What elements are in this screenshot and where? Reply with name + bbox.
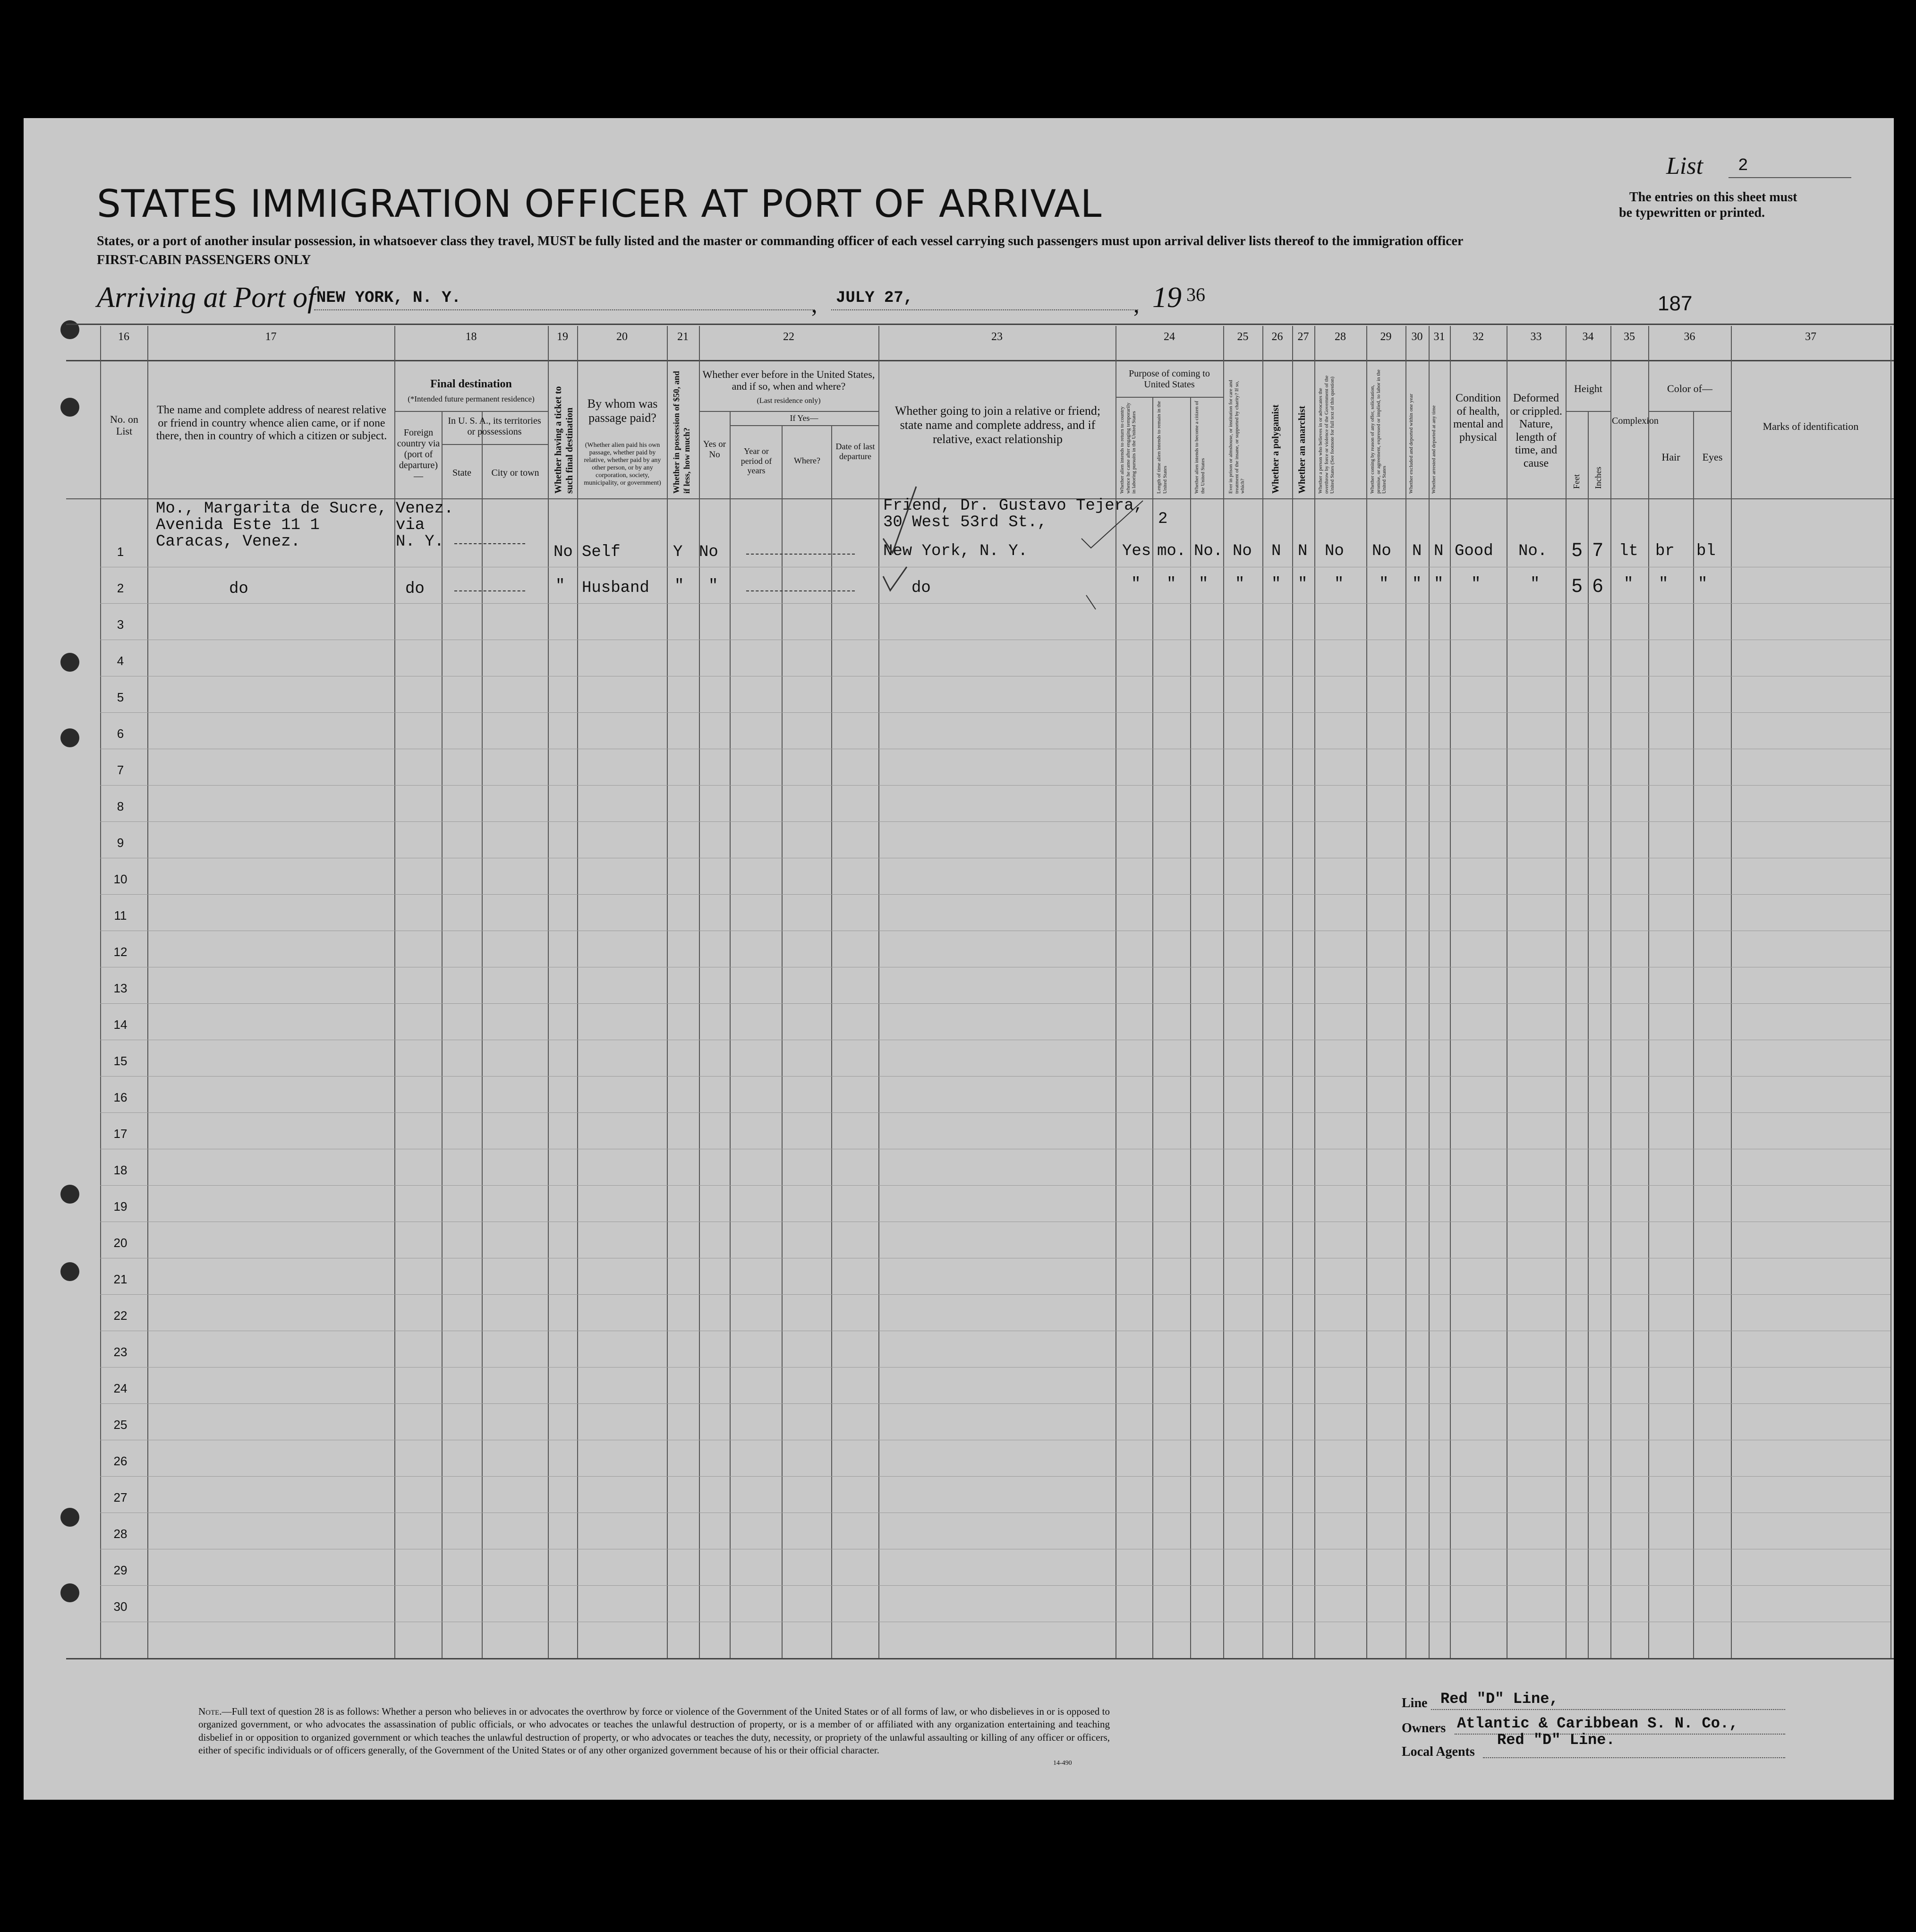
r2-inches: 6 — [1592, 575, 1603, 596]
r2-ticket: " — [555, 577, 565, 595]
punch-hole — [60, 398, 79, 417]
header-prison: Ever in prison or almshouse, or institution for care and treatment of the insane, or supported by charity? If so, which? — [1228, 380, 1246, 494]
header-yes-no: Yes or No — [703, 439, 726, 460]
r2-ditto: " — [1659, 575, 1669, 593]
row-number: 15 — [113, 1054, 128, 1068]
class-note: FIRST-CABIN PASSENGERS ONLY — [97, 253, 311, 267]
r2-ditto: " — [1698, 575, 1708, 593]
r2-ditto: " — [1471, 575, 1481, 593]
header-relative-address: The name and complete address of nearest relative or friend in country whence alien came, or if none there, then in country of which a citizen or subject. — [156, 404, 387, 443]
header-usa: In U. S. A., its territories or possessions — [448, 416, 541, 437]
header-purpose-citizen: Whether alien intends to become a citizen of the United States — [1194, 401, 1206, 494]
typewritten-note-2: be typewritten or printed. — [1619, 205, 1765, 220]
comma: , — [1133, 291, 1140, 317]
header-color: Color of— — [1667, 383, 1712, 394]
r2-ditto: " — [1530, 575, 1540, 593]
header-if-yes: If Yes— — [790, 413, 818, 423]
row-number: 10 — [113, 872, 128, 886]
r1-anarchist: N — [1298, 542, 1308, 560]
r1-prison: No — [1233, 542, 1252, 560]
row-number: 18 — [113, 1163, 128, 1177]
r1-foreign-line2: via — [396, 516, 425, 534]
header-overthrow: Whether a person who believes in or advocates the overthrow by force or violence of the Government of the United States (See footnote for full text of this question) — [1318, 375, 1336, 494]
header-feet: Feet — [1572, 474, 1581, 489]
r1-health: Good — [1455, 542, 1493, 560]
col-number: 28 — [1335, 331, 1346, 343]
r2-feet: 5 — [1572, 575, 1583, 596]
r1-inches: 7 — [1592, 539, 1603, 560]
header-purpose-return: Whether alien intends to return to country whence he came after engaging temporarily in laboring pursuits in the United States — [1119, 402, 1137, 494]
check-mark-icon — [1081, 501, 1143, 548]
r2-ditto: " — [1167, 575, 1176, 593]
col-number: 19 — [557, 331, 568, 343]
header-ever-before: Whether ever before in the United States, and if so, when and where? — [702, 368, 875, 393]
header-anarchist: Whether an anarchist — [1297, 406, 1307, 494]
row-number: 13 — [113, 981, 128, 995]
r1-ticket: No — [554, 543, 573, 561]
row-number: 29 — [113, 1563, 128, 1577]
r1-arrested: N — [1434, 542, 1444, 560]
r2-foreign: do — [405, 580, 425, 598]
row-number: 8 — [117, 799, 124, 813]
col-number: 27 — [1297, 331, 1309, 343]
r2-paid-by: Husband — [582, 579, 649, 597]
year-suffix: 36 — [1186, 284, 1205, 305]
r2-fifty: " — [674, 577, 684, 595]
row-number: 22 — [113, 1308, 128, 1323]
header-city: City or town — [491, 468, 539, 478]
r1-polygamist: N — [1271, 542, 1281, 560]
r1-complexion: lt — [1619, 542, 1638, 560]
punch-hole — [60, 320, 79, 339]
r1-join-line1: Friend, Dr. Gustavo Tejera, — [883, 497, 1143, 515]
header-polygamist: Whether a polygamist — [1270, 404, 1281, 494]
r1-paid-by: Self — [582, 543, 621, 561]
owners-value: Atlantic & Caribbean S. N. Co., — [1457, 1715, 1738, 1732]
col-number: 30 — [1411, 331, 1423, 343]
footnote — [198, 1705, 1110, 1757]
arrival-date: JULY 27, — [836, 289, 913, 307]
row-number: 17 — [113, 1127, 128, 1141]
row-number: 28 — [113, 1527, 128, 1541]
row-number: 21 — [113, 1272, 128, 1286]
col-number: 17 — [265, 331, 277, 343]
punch-hole — [60, 1508, 79, 1527]
r1-before: No — [699, 543, 718, 561]
row-number: 2 — [117, 581, 124, 595]
r1-foreign-line3: N. Y. — [396, 533, 444, 551]
r1-deformed: No. — [1518, 542, 1548, 560]
row-number: 9 — [117, 836, 124, 850]
r2-ditto: " — [1412, 575, 1422, 593]
punch-hole — [60, 1185, 79, 1204]
year-prefix: 19 — [1152, 282, 1182, 314]
r2-ditto: " — [1434, 575, 1444, 593]
agents-value: Red "D" Line. — [1497, 1731, 1615, 1749]
col-number: 37 — [1805, 331, 1816, 343]
header-subtitle: States, or a port of another insular possession, in whatsoever class they travel, MUST be fully listed and the master or commanding officer of each vessel carrying such passengers must upon arrival deliver lists thereof to the immigration officer — [97, 234, 1464, 248]
row-number: 25 — [113, 1418, 128, 1432]
punch-hole — [60, 1583, 79, 1602]
header-arrested: Whether arrested and deported at any time — [1431, 405, 1437, 494]
check-mark-icon — [883, 487, 916, 553]
port-value: NEW YORK, N. Y. — [316, 289, 461, 307]
row-number: 12 — [113, 945, 128, 959]
col-number: 34 — [1582, 331, 1594, 343]
r1-hair: br — [1655, 542, 1675, 560]
r2-ditto: " — [1334, 575, 1344, 593]
header-complexion: Complexion — [1612, 416, 1659, 426]
r2-ditto: " — [1131, 575, 1141, 593]
r1-foreign-line1: Venez. — [396, 500, 454, 518]
header-labor-offer: Whether coming by reason of any offer, solicitation, promise, or agreement, expressed or implied, to labor in the United States — [1370, 369, 1388, 494]
r1-relative-line1: Mo., Margarita de Sucre, — [156, 500, 387, 518]
row-number: 26 — [113, 1454, 128, 1468]
punch-hole — [60, 653, 79, 672]
row-number: 30 — [113, 1599, 128, 1614]
header-date-departure: Date of last departure — [835, 442, 875, 461]
r1-relative-line3: Caracas, Venez. — [156, 533, 301, 551]
row-number: 19 — [113, 1199, 128, 1214]
r1-citizen: No. — [1194, 542, 1223, 560]
header-purpose-length: Length of time alien intends to remain in the United States — [1156, 401, 1168, 494]
row-number: 4 — [117, 654, 124, 668]
r1-join-line3: New York, N. Y. — [883, 542, 1028, 560]
r1-before-dash — [746, 554, 855, 555]
row-number: 27 — [113, 1490, 128, 1505]
header-health: Condition of health, mental and physical — [1453, 392, 1503, 444]
header-list-number: No. on List — [110, 413, 138, 437]
line-label: Line — [1402, 1696, 1428, 1710]
row-number: 24 — [113, 1381, 128, 1395]
r1-overthrow: No — [1325, 542, 1344, 560]
r1-join-line2: 30 West 53rd St., — [883, 513, 1047, 531]
r1-return: Yes — [1122, 542, 1151, 560]
page-number: 187 — [1658, 292, 1693, 315]
header-hair: Hair — [1661, 451, 1680, 463]
col-number: 20 — [616, 331, 628, 343]
list-number: 2 — [1738, 156, 1748, 175]
r2-before-dash — [746, 590, 855, 591]
r1-labor: No — [1372, 542, 1391, 560]
header-final-destination-note: (*Intended future permanent residence) — [408, 394, 535, 403]
check-marks — [878, 472, 1162, 614]
r2-ditto: " — [1298, 575, 1308, 593]
col-number: 25 — [1237, 331, 1249, 343]
line-value: Red "D" Line, — [1440, 1690, 1558, 1708]
r2-ditto: " — [1624, 575, 1634, 593]
r1-usa-dash — [454, 543, 525, 544]
col-number: 24 — [1164, 331, 1175, 343]
check-mark-icon — [883, 567, 907, 590]
header-final-destination: Final destination — [430, 378, 512, 390]
col-number: 29 — [1380, 331, 1392, 343]
row-number: 11 — [114, 908, 127, 923]
list-label: List — [1666, 153, 1703, 180]
header-year-period: Year or period of years — [741, 446, 772, 476]
r2-relative: do — [229, 580, 248, 598]
r2-before: " — [708, 577, 718, 595]
typewritten-note-1: The entries on this sheet must — [1629, 190, 1797, 205]
manifest-sheet — [24, 118, 1894, 1800]
owners-label: Owners — [1402, 1721, 1446, 1735]
r1-excluded: N — [1412, 542, 1422, 560]
r2-join: do — [911, 579, 931, 597]
col-number: 35 — [1624, 331, 1635, 343]
header-ticket: Whether having a ticket to such final destination — [553, 386, 575, 494]
r1-feet: 5 — [1572, 539, 1583, 560]
header-passage-paid-note: (Whether alien paid his own passage, whether paid by relative, whether paid by any other person, or by any corporation, society, municipality, or government) — [584, 442, 661, 487]
footnote-label: Note. — [198, 1706, 222, 1717]
col-number: 16 — [118, 331, 129, 343]
header-foreign-country: Foreign country via (port of departure)— — [397, 427, 440, 481]
col-number: 32 — [1473, 331, 1484, 343]
r2-ditto: " — [1271, 575, 1281, 593]
col-number: 23 — [991, 331, 1003, 343]
row-number: 1 — [117, 545, 124, 559]
row-number: 14 — [113, 1017, 128, 1032]
header-purpose: Purpose of coming to United States — [1129, 368, 1210, 390]
col-number: 21 — [677, 331, 689, 343]
r2-ditto: " — [1379, 575, 1389, 593]
col-number: 36 — [1684, 331, 1695, 343]
comma: , — [811, 291, 817, 317]
check-mark-icon — [1086, 595, 1096, 609]
row-number: 3 — [117, 617, 124, 632]
col-number: 18 — [465, 331, 477, 343]
row-number: 6 — [117, 727, 124, 741]
r1-relative-line2: Avenida Este 11 1 — [156, 516, 320, 534]
header-ever-before-note: (Last residence only) — [757, 397, 821, 405]
header-deformed: Deformed or crippled. Nature, length of time, and cause — [1510, 392, 1562, 470]
punch-hole — [60, 728, 79, 747]
header-state: State — [452, 468, 471, 478]
header-height: Height — [1574, 383, 1602, 394]
header-inches: Inches — [1593, 467, 1603, 489]
header-join-relative: Whether going to join a relative or friend; state name and complete address, and if relative, exact relationship — [894, 404, 1101, 446]
header-fifty-dollars: Whether in possession of $50, and if less, how much? — [672, 371, 691, 494]
header-eyes: Eyes — [1702, 451, 1723, 463]
punch-hole — [60, 1262, 79, 1281]
row-number: 7 — [117, 763, 124, 777]
r1-fifty: Y — [673, 543, 683, 561]
header-passage-paid: By whom was passage paid? — [587, 397, 658, 425]
r1-length: mo. — [1157, 542, 1186, 560]
agents-label: Local Agents — [1402, 1744, 1475, 1759]
header-marks: Marks of identification — [1763, 420, 1859, 432]
r2-usa-dash — [454, 590, 525, 591]
row-number: 5 — [117, 690, 124, 704]
row-number: 20 — [113, 1236, 128, 1250]
footnote-text: —Full text of question 28 is as follows: Whether a person who believes in or advocates the overthrow by force or violence of the Government of the United States or of all forms of law, or who disbelieves in or is opposed to organized government, or who advocates the assassination of public officials, or who advocates or teaches the unlawful destruction of property, or is a member of or affiliated with any organization entertaining and teaching disbelief in or opposition to organized government or which teaches the unlawful destruction of property, or who advocates or teaches the duty, necessity, or propriety of the unlawful assaulting or killing of any officer or officers, either of specific individuals or of officers generally, of the Government of the United States or of any other organized government because of his or their official character. — [198, 1706, 1110, 1756]
r1-eyes: bl — [1696, 542, 1716, 560]
col-number: 26 — [1271, 331, 1283, 343]
header-where: Where? — [794, 456, 820, 465]
header-excluded: Whether excluded and deported within one year — [1408, 393, 1414, 494]
col-number: 33 — [1530, 331, 1542, 343]
col-number: 31 — [1433, 331, 1445, 343]
form-number: 14-490 — [1053, 1760, 1072, 1767]
r1-length-top: 2 — [1158, 510, 1168, 528]
r2-ditto: " — [1235, 575, 1245, 593]
col-number: 22 — [783, 331, 794, 343]
row-number: 16 — [113, 1090, 128, 1104]
row-number: 23 — [113, 1345, 128, 1359]
arriving-label: Arriving at Port of — [97, 282, 316, 314]
page-title: STATES IMMIGRATION OFFICER AT PORT OF ARRIVAL — [97, 182, 1102, 226]
r2-ditto: " — [1199, 575, 1209, 593]
